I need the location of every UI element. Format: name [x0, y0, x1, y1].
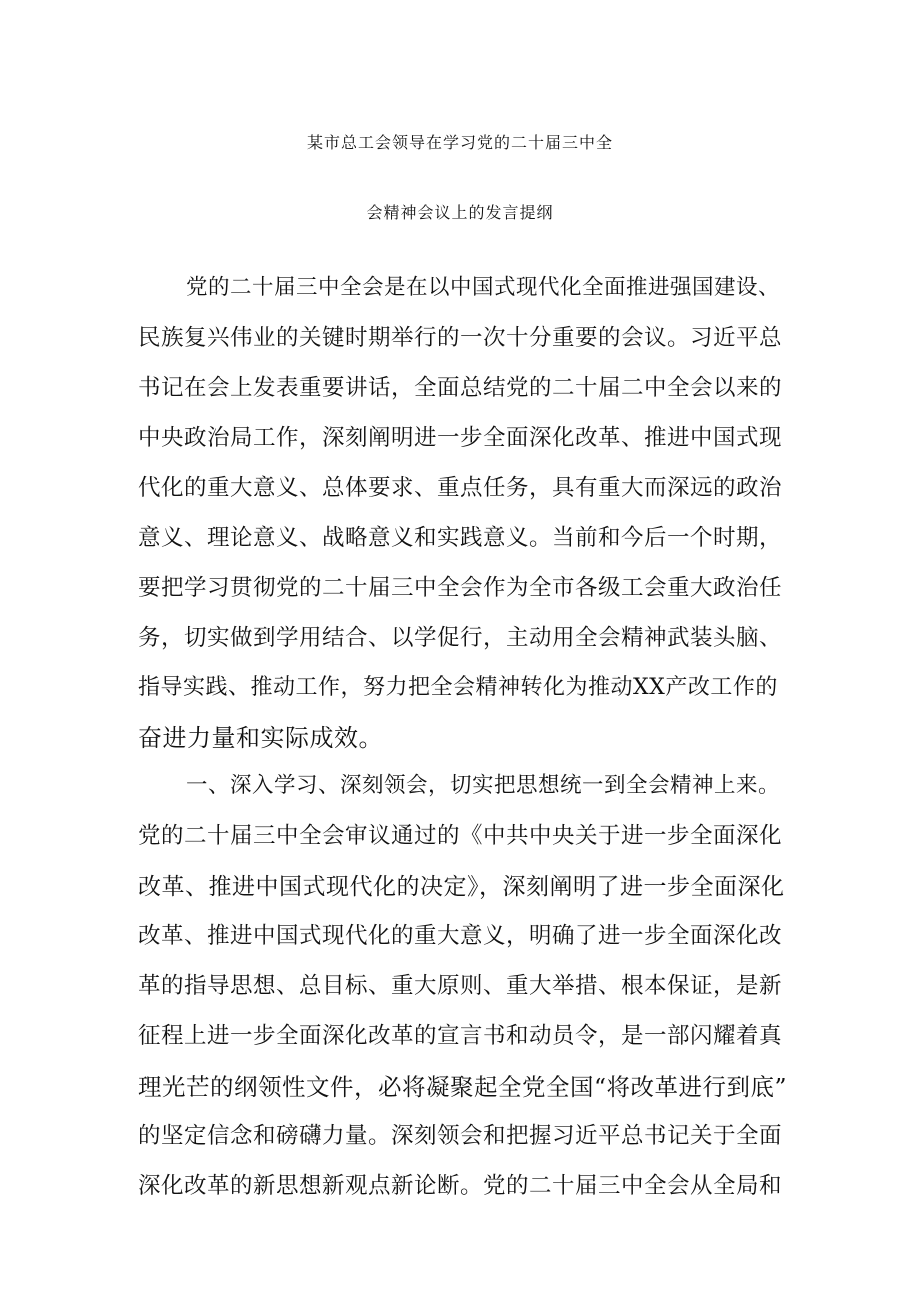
- paragraph-line: 改革、推进中国式现代化的重大意义，明确了进一步全面深化改: [138, 923, 783, 949]
- paragraph-line: 理光芒的纲领性文件，必将凝聚起全党全国“将改革进行到底”: [138, 1073, 788, 1101]
- paragraph-line: 深化改革的新思想新观点新论断。党的二十届三中全会从全局和: [138, 1173, 783, 1199]
- paragraph-line: 意义、理论意义、战略意义和实践意义。当前和今后一个时期，: [138, 525, 783, 551]
- paragraph-line: 中央政治局工作，深刻阐明进一步全面深化改革、推进中国式现: [138, 425, 783, 451]
- paragraph-line: 的坚定信念和磅礴力量。深刻领会和把握习近平总书记关于全面: [138, 1123, 783, 1149]
- paragraph-line: 务，切实做到学用结合、以学促行，主动用全会精神武装头脑、: [138, 625, 783, 651]
- paragraph-line: 党的二十届三中全会审议通过的《中共中央关于进一步全面深化: [138, 823, 783, 849]
- section-heading-line: 一、深入学习、深刻领会，切实把思想统一到全会精神上来。: [186, 773, 781, 798]
- paragraph-line: 书记在会上发表重要讲话，全面总结党的二十届二中全会以来的: [138, 375, 783, 401]
- paragraph-line: 民族复兴伟业的关键时期举行的一次十分重要的会议。习近平总: [138, 325, 783, 351]
- paragraph-line: 指导实践、推动工作，努力把全会精神转化为推动XX产改工作的: [138, 675, 778, 700]
- paragraph-line: 要把学习贯彻党的二十届三中全会作为全市各级工会重大政治任: [138, 575, 783, 601]
- paragraph-line: 代化的重大意义、总体要求、重点任务，具有重大而深远的政治: [138, 475, 783, 501]
- paragraph-line: 征程上进一步全面深化改革的宣言书和动员令，是一部闪耀着真: [138, 1023, 783, 1049]
- paragraph-line: 奋进力量和实际成效。: [138, 724, 383, 752]
- document-title-line-2: 会精神会议上的发言提纲: [366, 203, 554, 222]
- paragraph-line: 党的二十届三中全会是在以中国式现代化全面推进强国建设、: [186, 275, 781, 300]
- document-title-line-1: 某市总工会领导在学习党的二十届三中全: [306, 133, 613, 152]
- paragraph-line: 革的指导思想、总目标、重大原则、重大举措、根本保证，是新: [138, 973, 783, 999]
- paragraph-line: 改革、推进中国式现代化的决定》，深刻阐明了进一步全面深化: [138, 874, 785, 900]
